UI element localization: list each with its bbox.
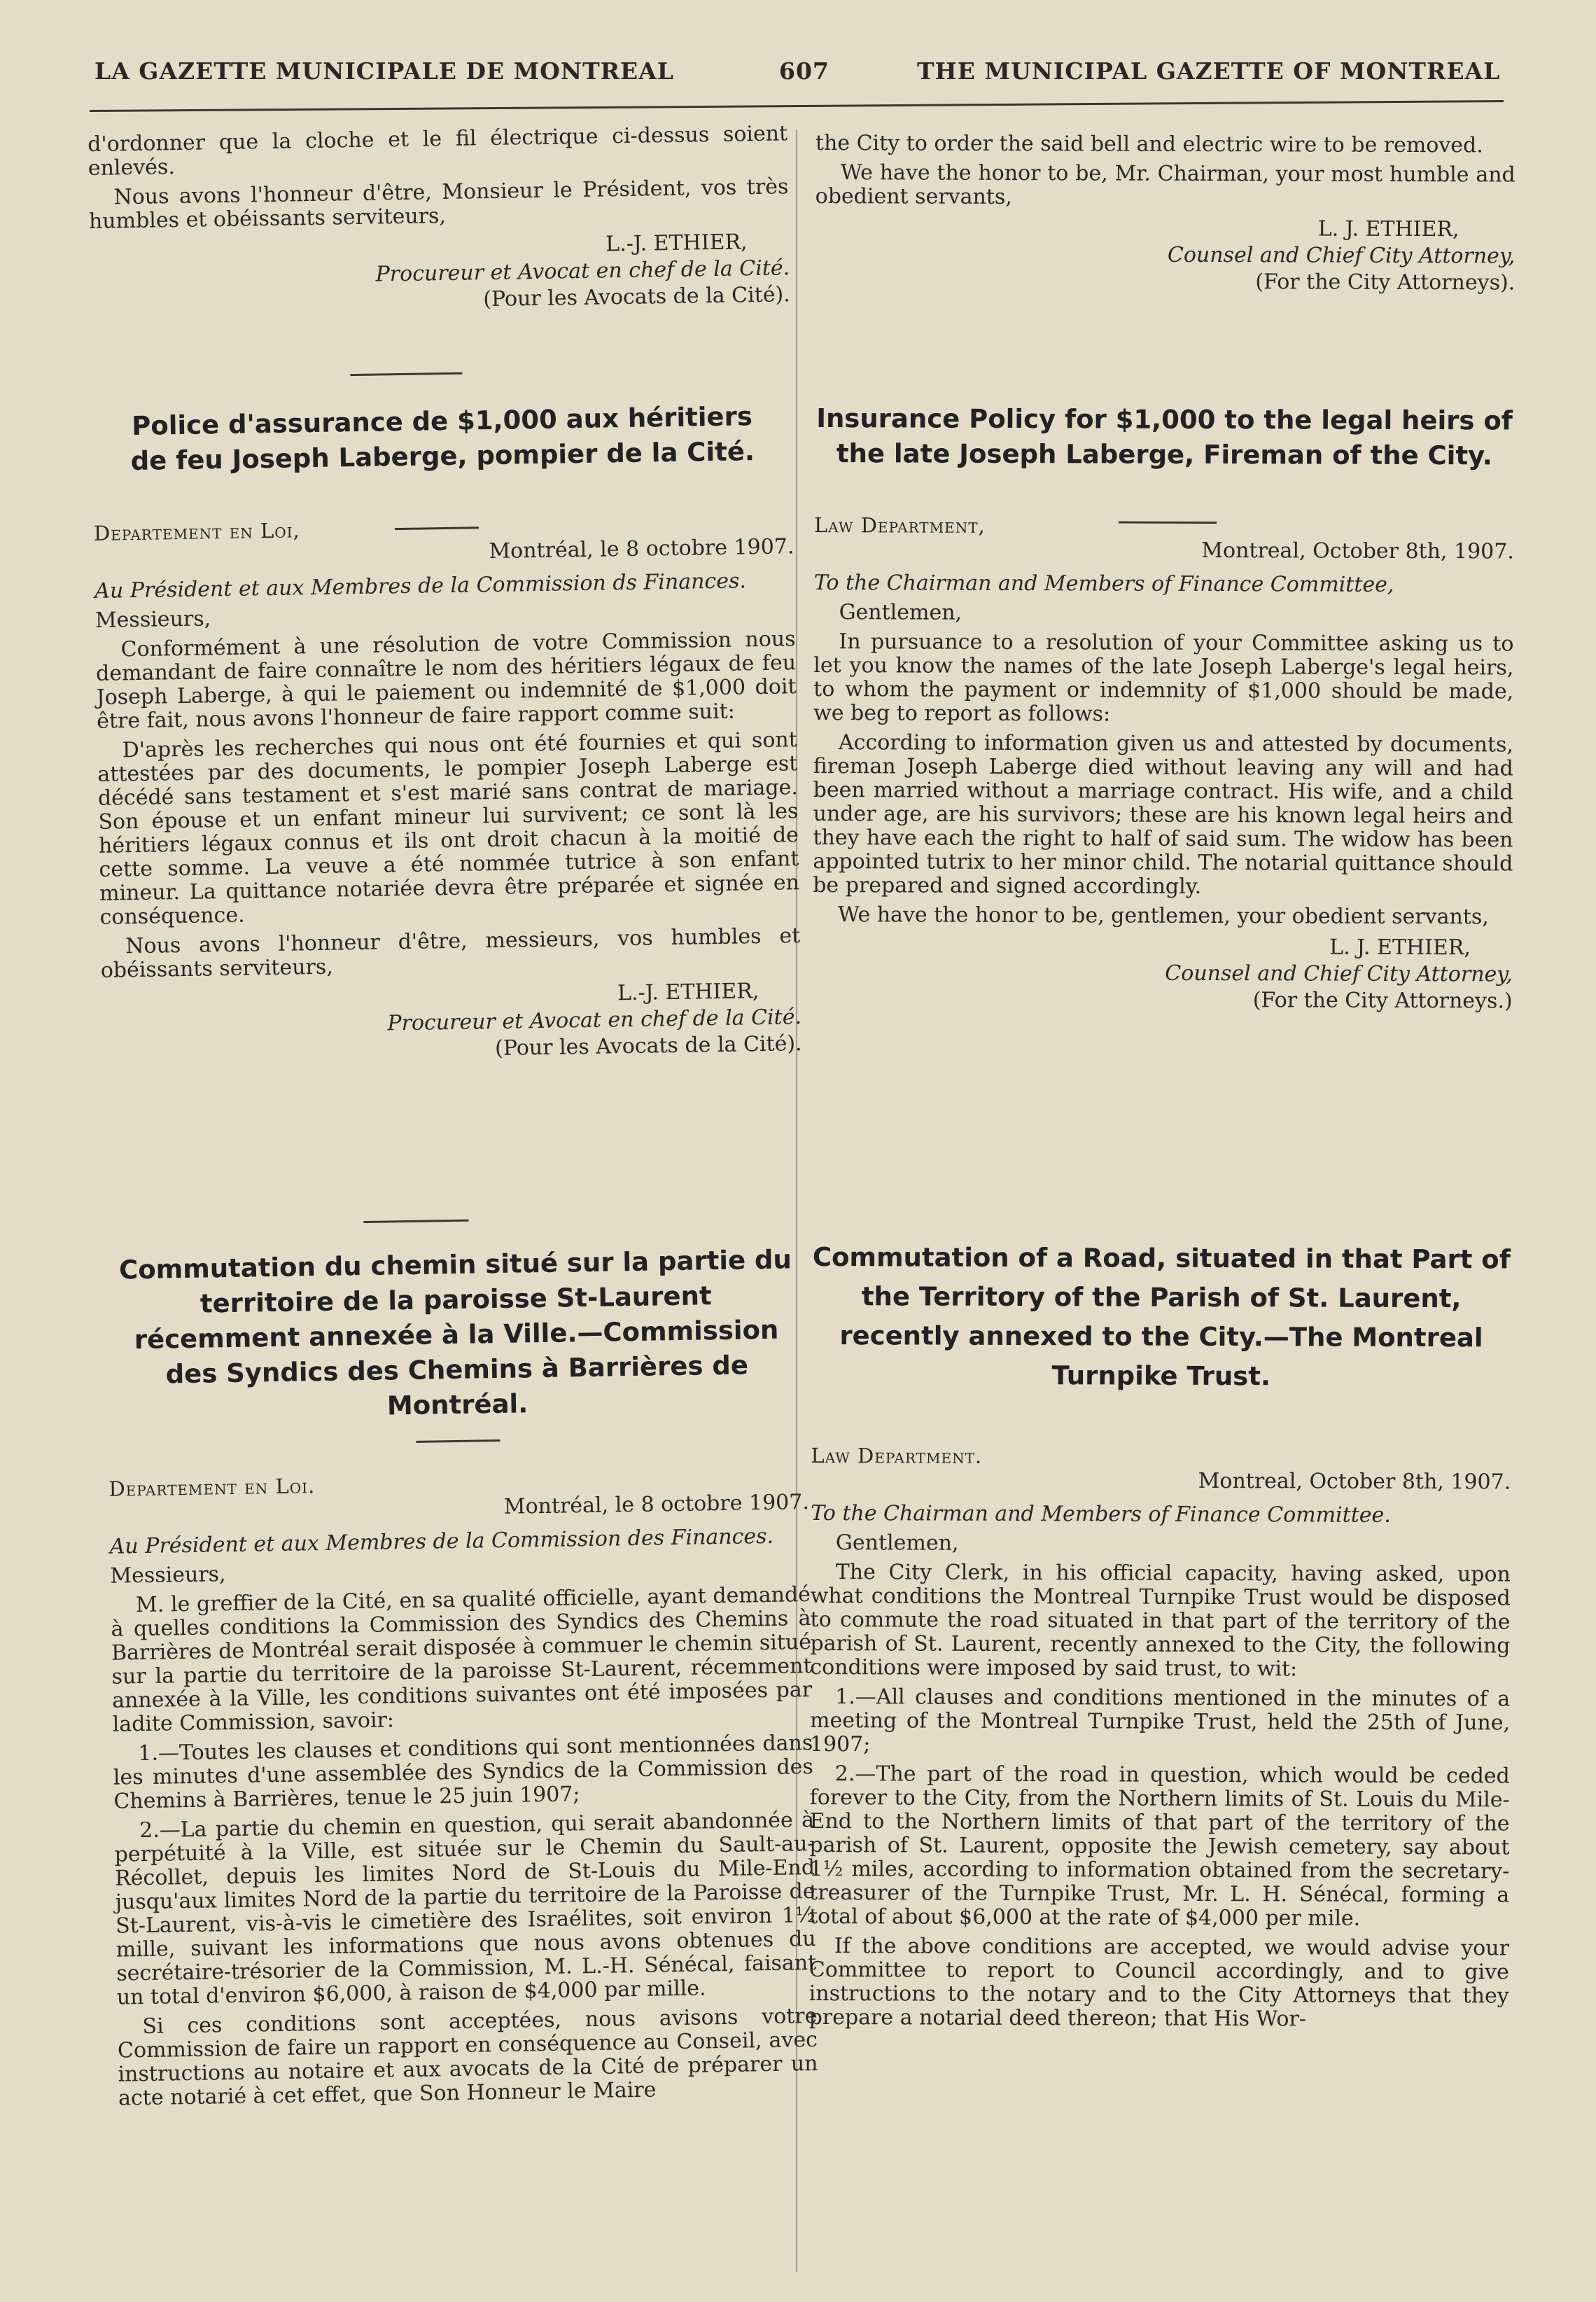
- left-department-label-2: Departement en Loi.: [108, 1474, 316, 1501]
- left-insurance-title: Police d'assurance de $1,000 aux héritiers de feu Joseph Laberge, pompier de la Cité.: [130, 401, 755, 477]
- left-addressee: Au Président et aux Membres de la Commission ds Finances.: [94, 568, 747, 604]
- left-date-2: Montréal, le 8 octobre 1907.: [503, 1490, 810, 1519]
- title-underline: [1119, 522, 1217, 524]
- right-department-label: Law Department,: [813, 512, 986, 538]
- left-salutation-2: Messieurs,: [110, 1562, 226, 1589]
- right-signature-name: L. J. ETHIER,: [1317, 216, 1460, 242]
- right-commutation-title: Commutation of a Road, situated in that Part of the Territory of the Parish of St. Laurent, recently annexed to the City.—The Montreal Turnpike Trust.: [812, 1241, 1511, 1392]
- left-department-label: Departement en Loi,: [93, 518, 301, 545]
- right-signature-title: Counsel and Chief City Attorney,: [1167, 242, 1516, 269]
- left-insurance-paragraph-3: Nous avons l'honneur d'être, messieurs, vos humbles et obéissants serviteurs,: [100, 923, 801, 983]
- right-signature-2-name: L. J. ETHIER,: [1329, 935, 1471, 961]
- left-insurance-paragraph-2: D'après les recherches qui nous ont été fournies et qui sont attestées par des documents, le pompier Joseph Laberge est décédé sans testament et s'est marié sans contrat de mariage. Son épouse et un enfant mineur lui survivent; ce sont là les héritiers légaux connus et ils ont droit chacun à la moitié de cette somme. La veuve a été nommée tutrice à son enfant mineur. La quittance notariée devra être préparée et signée en conséquence.: [97, 727, 800, 930]
- right-addressee-2: To the Chairman and Members of Finance Committee.: [811, 1500, 1391, 1528]
- right-date-2: Montreal, October 8th, 1907.: [1198, 1468, 1511, 1495]
- left-date: Montréal, le 8 octobre 1907.: [489, 534, 794, 564]
- right-date: Montreal, October 8th, 1907.: [1201, 538, 1514, 564]
- right-commutation-paragraph-2: 1.—All clauses and conditions mentioned in the minutes of a meeting of the Montreal Turnpike Trust, held the 25th of June, 1907;: [809, 1684, 1511, 1757]
- left-commutation-paragraph-1: M. le greffier de la Cité, en sa qualité officielle, ayant demandé à quelles conditions la Commission des Syndics des Chemins à Barrières de Montréal serait disposée à commuer le chemin situé sur la partie du territoire de la paroisse St-Laurent, récemment annexée à la Ville, les conditions suivantes ont été imposées par ladite Commission, savoir:: [111, 1582, 813, 1737]
- left-commutation-paragraph-4: Si ces conditions sont acceptées, nous avisons votre Commission de faire un rapport en conséquence au Conseil, avec instructions au notaire et aux avocats de la Cité de préparer un acte notarié à cet effet, que Son Honneur le Maire: [117, 2003, 818, 2111]
- left-addressee-2: Au Président et aux Membres de la Commission des Finances.: [109, 1523, 774, 1559]
- left-opening-block: [88, 122, 790, 319]
- left-signature-2-name: L.-J. ETHIER,: [617, 979, 760, 1006]
- right-signature-2-title: Counsel and Chief City Attorney,: [1165, 961, 1513, 987]
- right-commutation-section: [809, 1238, 1512, 2037]
- left-salutation: Messieurs,: [94, 606, 211, 633]
- right-salutation: Gentlemen,: [839, 600, 962, 625]
- left-commutation-title: Commutation du chemin situé sur la partie du territoire de la paroisse St-Laurent récemment annexée à la Ville.—Commission des Syndics des Chemins à Barrières de Montréal.: [118, 1244, 792, 1421]
- left-signature-for: (Pour les Avocats de la Cité).: [483, 282, 791, 312]
- right-opening-paragraph: the City to order the said bell and electric wire to be removed.: [815, 131, 1483, 158]
- right-department-label-2: Law Department.: [811, 1443, 983, 1468]
- right-commutation-paragraph-3: 2.—The part of the road in question, which would be ceded forever to the City, from the Northern limits of St. Louis du Mile-End to the Northern limits of that part of the territory of the parish of St. Laurent, opposite the Jewish cemetery, say about 1½ miles, according to information obtained from the secretary-treasurer of the Turnpike Trust, Mr. L. H. Sénécal, forming a total of about $6,000 at the rate of $4,000 per mile.: [809, 1762, 1510, 1931]
- right-insurance-paragraph-1: In pursuance to a resolution of your Committee asking us to let you know the names of the late Joseph Laberge's legal heirs, to whom the payment or indemnity of $1,000 should be made, we beg to report as follows:: [813, 629, 1514, 727]
- header-rule: [90, 100, 1504, 112]
- separator-rule: [350, 372, 462, 377]
- right-commutation-paragraph-1: The City Clerk, in his official capacity, having asked, upon what conditions the Montreal Turnpike Trust would be disposed to commute the road situated in that part of the territory of the parish of St. Laurent, recently annexed to the City, the following conditions were imposed by said trust, to wit:: [810, 1560, 1511, 1682]
- right-insurance-paragraph-2: According to information given us and attested by documents, fireman Joseph Laberge died without leaving any will and had been married without a marriage contract. His wife, and a child under age, are his survivors; these are his known legal heirs and they have each the right to half of said sum. The widow has been appointed tutrix to her minor child. The notarial quittance should be prepared and signed accordingly.: [813, 730, 1514, 899]
- left-commutation-paragraph-2: 1.—Toutes les clauses et conditions qui sont mentionnées dans les minutes d'une assemblée des Syndics de la Commission des Chemins à Barrières, tenue le 25 juin 1907;: [113, 1731, 814, 1814]
- right-signature-2-for: (For the City Attorneys.): [1252, 988, 1513, 1014]
- left-closing-paragraph: Nous avons l'honneur d'être, Monsieur le Président, vos très humbles et obéissants serviteurs,: [88, 174, 789, 234]
- right-salutation-2: Gentlemen,: [835, 1530, 959, 1556]
- left-insurance-paragraph-1: Conformément à une résolution de votre Commission nous demandant de faire connaître le nom des héritiers légaux de feu Joseph Laberge, à qui le paiement ou indemnité de $1,000 doit être fait, nous avons l'honneur de faire rapport comme suit:: [95, 627, 797, 734]
- right-opening-block: [815, 132, 1516, 296]
- left-signature-title: Procureur et Avocat en chef de la Cité.: [375, 256, 790, 287]
- left-commutation-paragraph-3: 2.—La partie du chemin en question, qui serait abandonnée à perpétuité à la Ville, est située sur le Chemin du Sault-au-Récollet, depuis les limites Nord de St-Louis du Mile-End jusqu'aux limites Nord de la partie du territoire de la Paroisse de St-Laurent, vis-à-vis le cimetière des Israélites, soit environ 1½ mille, suivant les informations que nous avons obtenues du secrétaire-trésorier de la Commission, M. L.-H. Sénécal, faisant un total d'environ $6,000, à raison de $4,000 par mille.: [114, 1807, 817, 2010]
- right-column: [808, 131, 1516, 2032]
- right-commutation-paragraph-4: If the above conditions are accepted, we would advise your Committee to report to Council accordingly, and to give instructions to the notary and to the City Attorneys that they prepare a notarial deed thereon; that His Wor-: [808, 1934, 1510, 2032]
- separator-rule: [363, 1220, 468, 1223]
- left-insurance-section: [92, 398, 802, 1068]
- right-addressee: To the Chairman and Members of Finance Committee,: [813, 570, 1394, 597]
- left-signature-2-for: (Pour les Avocats de la Cité).: [494, 1031, 802, 1061]
- left-opening-paragraph: d'ordonner que la cloche et le fil électrique ci-dessus soient enlevés.: [87, 121, 788, 181]
- header-left-title: LA GAZETTE MUNICIPALE DE MONTREAL: [94, 57, 675, 85]
- right-insurance-section: [813, 401, 1515, 1014]
- right-closing-paragraph: We have the honor to be, Mr. Chairman, your most humble and obedient servants,: [815, 160, 1516, 209]
- left-column: [87, 121, 818, 2111]
- left-commutation-section: [105, 1242, 818, 2116]
- right-insurance-title: Insurance Policy for $1,000 to the legal heirs of the late Joseph Laberge, Fireman of the City.: [816, 403, 1513, 471]
- left-signature-2-title: Procureur et Avocat en chef de la Cité.: [387, 1005, 802, 1036]
- right-signature-for: (For the City Attorneys).: [1255, 270, 1516, 295]
- page-number: 607: [779, 57, 830, 85]
- right-insurance-paragraph-3: We have the honor to be, gentlemen, your obedient servants,: [838, 902, 1489, 930]
- header-right-title: THE MUNICIPAL GAZETTE OF MONTREAL: [917, 57, 1501, 85]
- left-signature-name: L.-J. ETHIER,: [605, 230, 748, 257]
